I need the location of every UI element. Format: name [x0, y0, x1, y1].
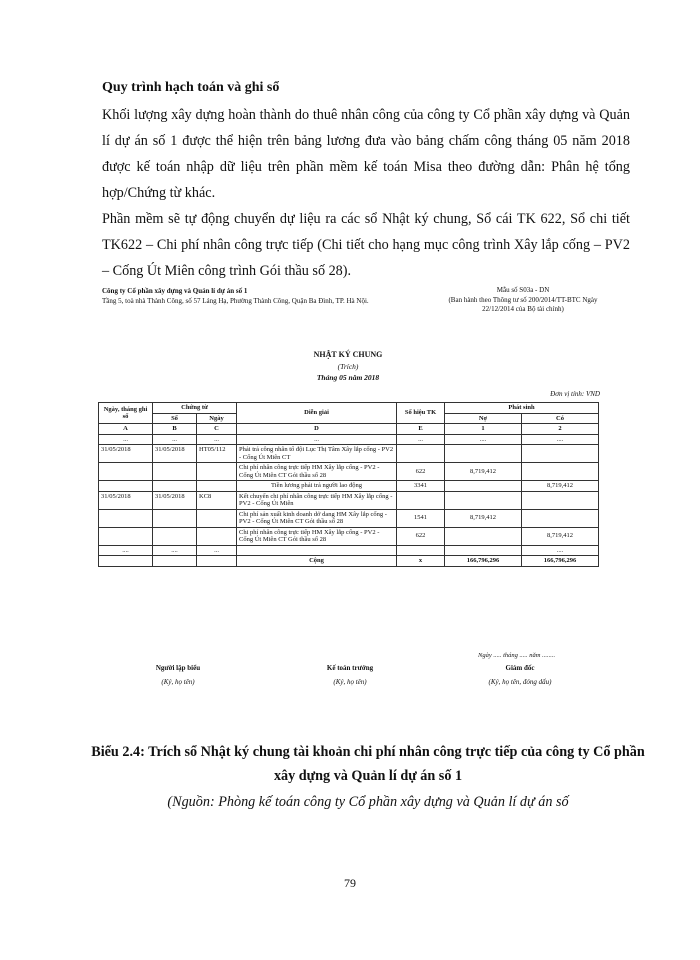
cell-voucher-no: 31/05/2018	[153, 491, 197, 509]
header-credit: Có	[522, 413, 599, 424]
section-heading: Quy trình hạch toán và ghi sổ	[102, 80, 280, 95]
ledger-title: NHẬT KÝ CHUNG	[313, 350, 383, 359]
total-debit: 166,796,296	[445, 556, 522, 567]
cell-date: 31/05/2018	[99, 445, 153, 463]
cell-description: Kết chuyển chi phí nhân công trực tiếp HM Xây lắp cống - PV2 - Cống Út Miên	[237, 491, 397, 509]
cell-credit: ....	[522, 434, 599, 445]
letter-cell: A	[99, 424, 153, 435]
cell-voucher-date	[197, 463, 237, 481]
signature-hint: (Ký, họ tên, đóng dấu)	[488, 678, 552, 686]
cell-date: ....	[99, 545, 153, 556]
ledger-month: Tháng 05 năm 2018	[316, 373, 380, 382]
form-code: Mẫu số S03a - DN	[496, 286, 550, 294]
cell-account	[397, 545, 445, 556]
cell-credit	[522, 509, 599, 527]
table-row	[99, 527, 599, 545]
header-date: Ngày, tháng ghi sổ	[99, 403, 153, 424]
header-description: Diễn giải	[237, 403, 397, 424]
cell-date	[99, 527, 153, 545]
header-voucher-date: Ngày	[197, 413, 237, 424]
letter-cell: 1	[445, 424, 522, 435]
cell-account	[397, 491, 445, 509]
form-code-block	[448, 286, 598, 315]
letter-cell: D	[237, 424, 397, 435]
cell-description: ...	[237, 434, 397, 445]
cell-debit: 8,719,412	[445, 463, 522, 481]
cell-voucher-date: HT05/112	[197, 445, 237, 463]
cell-debit	[445, 545, 522, 556]
company-address: Tầng 5, toà nhà Thành Công, số 57 Láng Hạ, Phường Thành Công, Quận Ba Đình, TP. Hà Nội.	[102, 297, 369, 305]
ledger-table	[98, 402, 599, 567]
cell-credit	[522, 463, 599, 481]
header-account: Số hiệu TK	[397, 403, 445, 424]
letter-cell: B	[153, 424, 197, 435]
cell-date	[99, 509, 153, 527]
cell-credit: ....	[522, 545, 599, 556]
table-row	[99, 545, 599, 556]
signature-role: Kế toán trưởng	[326, 664, 374, 672]
signature-preparer	[108, 664, 248, 686]
cell-description: Chi phí nhân công trực tiếp HM Xây lắp cống - PV2 - Cống Út Miên CT Gói thầu số 28	[237, 527, 397, 545]
total-row	[99, 556, 599, 567]
cell-voucher-no: ...	[153, 434, 197, 445]
cell-account: ...	[397, 434, 445, 445]
cell-debit	[445, 527, 522, 545]
form-issued: (Ban hành theo Thông tư số 200/2014/TT-BTC Ngày 22/12/2014 của Bộ tài chính)	[448, 295, 598, 313]
cell-voucher-no	[153, 509, 197, 527]
total-empty-cell	[99, 556, 153, 567]
letter-cell: 2	[522, 424, 599, 435]
currency-unit: Đơn vị tính: VND	[550, 390, 600, 398]
cell-credit: 8,719,412	[522, 481, 599, 492]
total-credit: 166,796,296	[522, 556, 599, 567]
cell-voucher-no	[153, 527, 197, 545]
letter-cell: E	[397, 424, 445, 435]
cell-description: Chi phí sản xuất kinh doanh dở dang HM Xây lắp cống - PV2 - Cống Út Miên CT Gói thầu số 28	[237, 509, 397, 527]
ledger-form	[98, 282, 606, 702]
cell-debit	[445, 445, 522, 463]
cell-voucher-date: ...	[197, 434, 237, 445]
letter-cell: C	[197, 424, 237, 435]
signature-hint: (Ký, họ tên)	[333, 678, 367, 686]
cell-account	[397, 445, 445, 463]
cell-date: 31/05/2018	[99, 491, 153, 509]
cell-description: Chi phí nhân công trực tiếp HM Xây lắp cống - PV2 - Cống Út Miên CT Gói thầu số 28	[237, 463, 397, 481]
cell-credit	[522, 445, 599, 463]
table-row	[99, 491, 599, 509]
column-letters-row	[99, 424, 599, 435]
cell-debit: 8,719,412	[445, 509, 522, 527]
table-row	[99, 463, 599, 481]
cell-debit: ....	[445, 434, 522, 445]
figure-caption: Biểu 2.4: Trích sổ Nhật ký chung tài khoản chi phí nhân công trực tiếp của công ty Cổ phần xây dựng và Quản lí dự án số 1	[91, 744, 645, 784]
cell-debit	[445, 491, 522, 509]
cell-voucher-date	[197, 509, 237, 527]
header-voucher: Chứng từ	[153, 403, 237, 414]
cell-account: 622	[397, 463, 445, 481]
table-row	[99, 481, 599, 492]
cell-description: Tiền lương phải trả người lao động	[237, 481, 397, 492]
paragraph-1: Khối lượng xây dựng hoàn thành do thuê nhân công của công ty Cổ phần xây dựng và Quản lí dự án số 1 được thể hiện trên bảng lương đưa vào bảng chấm công tháng 05 năm 2018 được kế toán nhập dữ liệu trên phần mềm kế toán Misa theo đường dẫn: Phân hệ tổng hợp/Chứng từ khác.	[102, 107, 630, 201]
total-account: x	[397, 556, 445, 567]
sign-date: Ngày ..... tháng ..... năm ........	[478, 652, 556, 659]
signature-hint: (Ký, họ tên)	[161, 678, 195, 686]
signature-role: Giám đốc	[505, 664, 535, 672]
total-empty-cell	[153, 556, 197, 567]
figure-source: (Nguồn: Phòng kế toán công ty Cổ phần xây dựng và Quản lí dự án số	[167, 794, 569, 810]
cell-voucher-no	[153, 463, 197, 481]
page-number: 79	[344, 876, 356, 890]
cell-description: Phải trả công nhân tổ đội Lục Thị Tâm Xây lắp cống - PV2 - Cống Út Miên CT	[237, 445, 397, 463]
company-name: Công ty Cổ phần xây dựng và Quản lí dự án số 1	[102, 287, 248, 295]
total-label: Cộng	[237, 556, 397, 567]
cell-voucher-date	[197, 527, 237, 545]
cell-date: ...	[99, 434, 153, 445]
table-row	[99, 434, 599, 445]
cell-voucher-no: ....	[153, 545, 197, 556]
cell-account: 622	[397, 527, 445, 545]
signature-chief-accountant	[280, 664, 420, 686]
paragraph-2: Phần mềm sẽ tự động chuyển dự liệu ra các sổ Nhật ký chung, Sổ cái TK 622, Sổ chi tiết TK622 – Chi phí nhân công trực tiếp (Chi tiết cho hạng mục công trình Xây lắp cống – PV2 – Cống Út Miên công trình Gói thầu số 28).	[102, 211, 630, 279]
cell-description	[237, 545, 397, 556]
cell-voucher-date: KC8	[197, 491, 237, 509]
cell-credit	[522, 491, 599, 509]
signature-director	[450, 664, 590, 686]
cell-debit	[445, 481, 522, 492]
header-voucher-no: Số	[153, 413, 197, 424]
cell-voucher-no	[153, 481, 197, 492]
cell-voucher-date	[197, 481, 237, 492]
cell-voucher-no: 31/05/2018	[153, 445, 197, 463]
company-block	[102, 286, 402, 306]
cell-account: 1541	[397, 509, 445, 527]
table-row	[99, 509, 599, 527]
cell-date	[99, 463, 153, 481]
cell-voucher-date: ...	[197, 545, 237, 556]
cell-account: 3341	[397, 481, 445, 492]
table-row	[99, 445, 599, 463]
header-amount: Phát sinh	[445, 403, 599, 414]
signature-role: Người lập biểu	[155, 664, 201, 672]
cell-date	[99, 481, 153, 492]
cell-credit: 8,719,412	[522, 527, 599, 545]
header-debit: Nợ	[445, 413, 522, 424]
ledger-subtitle: (Trích)	[337, 362, 359, 371]
total-empty-cell	[197, 556, 237, 567]
